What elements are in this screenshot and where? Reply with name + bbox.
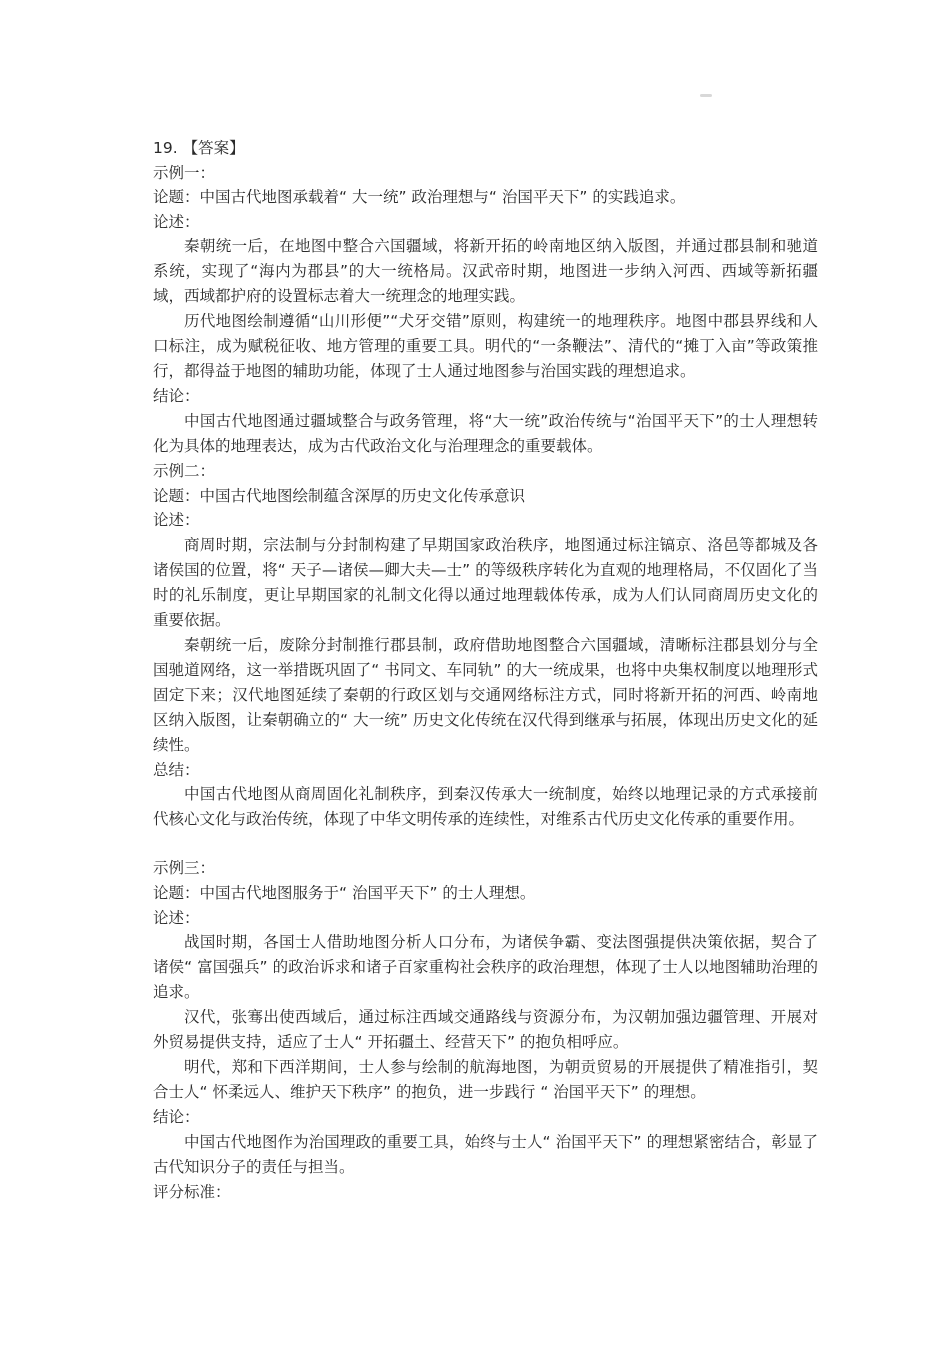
conclusion-label: 结论： <box>153 387 200 406</box>
argument-label: 论述： <box>153 908 200 927</box>
conclusion-paragraph: 中国古代地图从商周固化礼制秩序，到秦汉传承大一统制度，始终以地理记录的方式承接前代核心文化与政治传统，体现了中华文明传承的连续性，对维系古代历史文化传承的重要作用。 <box>153 785 818 829</box>
example-title: 示例二： <box>153 461 216 480</box>
argument-label: 论述： <box>153 212 200 231</box>
argument-paragraph: 汉代，张骞出使西域后，通过标注西域交通路线与资源分布，为汉朝加强边疆管理、开展对外贸易提供支持，适应了士人“ 开拓疆土、经营天下” 的抱负相呼应。 <box>153 1008 818 1052</box>
example-3 <box>153 856 818 1179</box>
argument-paragraph: 历代地图绘制遵循“山川形便”“犬牙交错”原则，构建统一的地理秩序。地图中郡县界线和人口标注，成为赋税征收、地方管理的重要工具。明代的“一条鞭法”、清代的“摊丁入亩”等政策推行，都得益于地图的辅助功能，体现了士人通过地图参与治国实践的理想追求。 <box>153 312 818 381</box>
argument-paragraph: 秦朝统一后，在地图中整合六国疆域，将新开拓的岭南地区纳入版图，并通过郡县制和驰道系统，实现了“海内为郡县”的大一统格局。汉武帝时期，地图进一步纳入河西、西域等新拓疆域，西域都护府的设置标志着大一统理念的地理实践。 <box>153 237 818 306</box>
argument-label: 论述： <box>153 511 200 530</box>
example-1 <box>153 161 818 459</box>
argument-paragraph: 战国时期，各国士人借助地图分析人口分布，为诸侯争霸、变法图强提供决策依据，契合了诸侯“ 富国强兵” 的政治诉求和诸子百家重构社会秩序的政治理想，体现了士人以地图辅助治理的追求。 <box>153 933 818 1002</box>
conclusion-label: 结论： <box>153 1108 200 1127</box>
argument-paragraph: 秦朝统一后，废除分封制推行郡县制，政府借助地图整合六国疆域，清晰标注郡县划分与全国驰道网络，这一举措既巩固了“ 书同文、车同轨” 的大一统成果，也将中央集权制度以地理形式固定下来；汉代地图延续了秦朝的行政区划与交通网络标注方式，同时将新开拓的河西、岭南地区纳入版图，让秦朝确立的“ 大一统” 历史文化传统在汉代得到继承与拓展，体现出历史文化的延续性。 <box>153 635 818 754</box>
example-topic: 论题：中国古代地图承载着“ 大一统” 政治理想与“ 治国平天下” 的实践追求。 <box>153 188 686 207</box>
answer-section <box>153 136 818 1204</box>
conclusion-label: 总结： <box>153 760 200 779</box>
section-gap <box>153 832 818 856</box>
example-title: 示例三： <box>153 859 216 878</box>
scoring-label: 评分标准： <box>153 1182 231 1201</box>
answer-heading: 19. 【答案】 <box>153 139 245 157</box>
example-topic: 论题：中国古代地图服务于“ 治国平天下” 的士人理想。 <box>153 883 536 902</box>
example-topic: 论题：中国古代地图绘制蕴含深厚的历史文化传承意识 <box>153 486 526 505</box>
conclusion-paragraph: 中国古代地图通过疆域整合与政务管理，将“大一统”政治传统与“治国平天下”的士人理想转化为具体的地理表达，成为古代政治文化与治理理念的重要载体。 <box>153 411 818 455</box>
scan-smudge <box>700 94 712 97</box>
argument-paragraph: 商周时期，宗法制与分封制构建了早期国家政治秩序，地图通过标注镐京、洛邑等都城及各诸侯国的位置，将“ 天子—诸侯—卿大夫—士” 的等级秩序转化为直观的地理格局，不仅固化了当时的礼乐制度，更让早期国家的礼制文化得以通过地理载体传承，成为人们认同商周历史文化的重要依据。 <box>153 535 818 629</box>
example-title: 示例一： <box>153 163 216 182</box>
example-2 <box>153 459 818 832</box>
conclusion-paragraph: 中国古代地图作为治国理政的重要工具，始终与士人“ 治国平天下” 的理想紧密结合，彰显了古代知识分子的责任与担当。 <box>153 1132 818 1176</box>
argument-paragraph: 明代，郑和下西洋期间，士人参与绘制的航海地图，为朝贡贸易的开展提供了精准指引，契合士人“ 怀柔远人、维护天下秩序” 的抱负，进一步践行 “ 治国平天下” 的理想。 <box>153 1058 818 1102</box>
